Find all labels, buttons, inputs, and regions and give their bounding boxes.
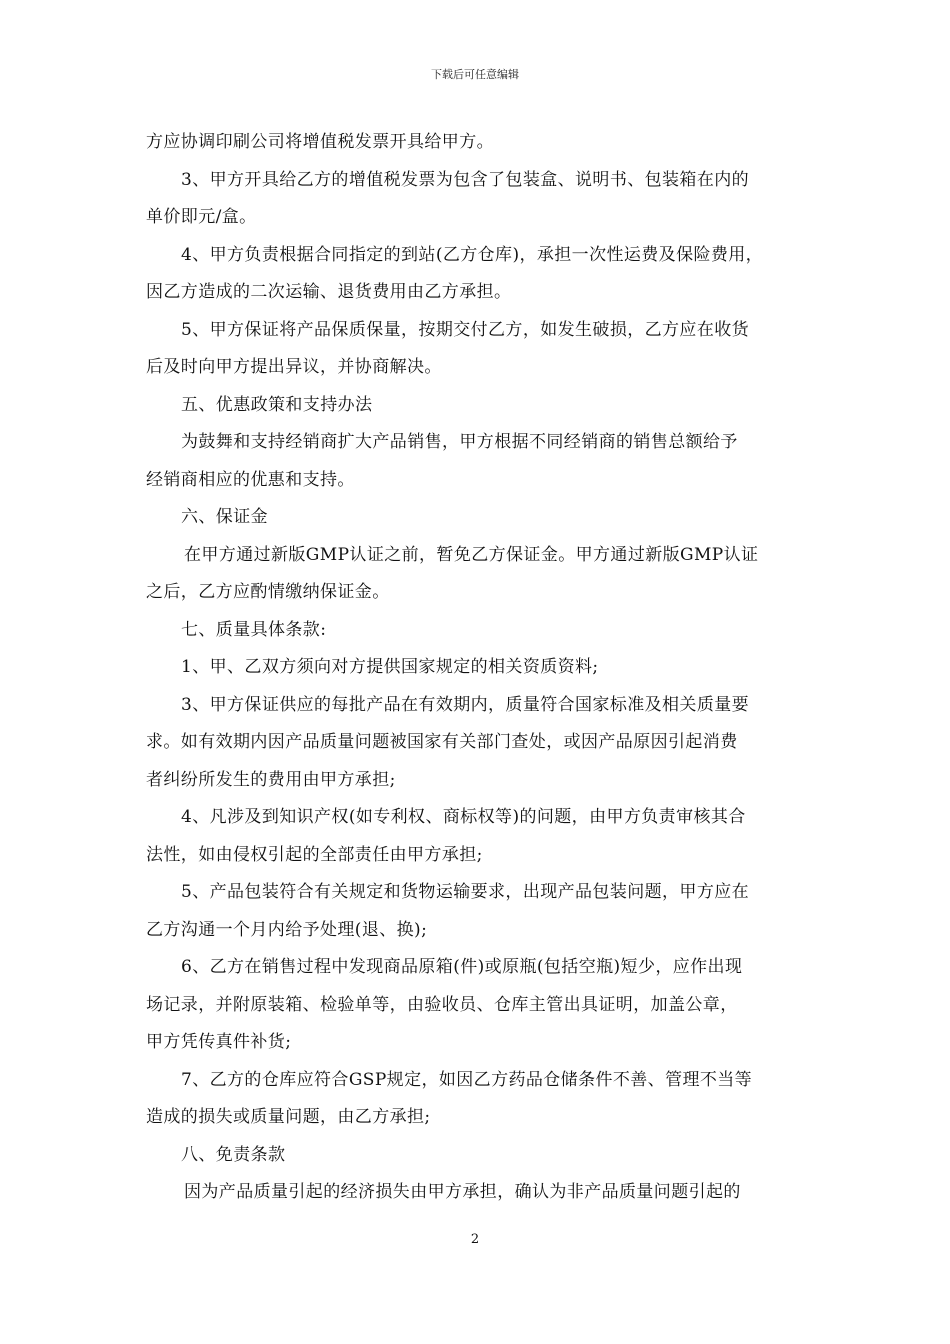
paragraph-line: 法性，如由侵权引起的全部责任由甲方承担;: [146, 844, 483, 865]
paragraph-line: 者纠纷所发生的费用由甲方承担;: [146, 769, 396, 790]
paragraph-line: 5、产品包装符合有关规定和货物运输要求，出现产品包装问题，甲方应在: [181, 882, 750, 902]
paragraph-line: 求。如有效期内因产品质量问题被国家有关部门查处，或因产品原因引起消费: [146, 732, 738, 752]
paragraph-line: 5、甲方保证将产品保质保量，按期交付乙方，如发生破损，乙方应在收货: [181, 319, 750, 340]
paragraph-line: 场记录，并附原装箱、检验单等，由验收员、仓库主管出具证明，加盖公章，: [146, 994, 738, 1015]
paragraph-line: 4、甲方负责根据合同指定的到站(乙方仓库)，承担一次性运费及保险费用，: [181, 244, 764, 265]
paragraph-line: 造成的损失或质量问题，由乙方承担;: [146, 1107, 431, 1127]
page-number: 2: [470, 1232, 480, 1247]
paragraph-line: 方应协调印刷公司将增值税发票开具给甲方。: [146, 132, 494, 152]
section-heading: 七、质量具体条款:: [181, 619, 327, 640]
paragraph-line: 在甲方通过新版GMP认证之前，暂免乙方保证金。甲方通过新版GMP认证: [184, 544, 759, 565]
page-header: 下载后可任意编辑: [431, 68, 519, 81]
paragraph-line: 1、甲、乙双方须向对方提供国家规定的相关资质资料;: [181, 657, 599, 677]
paragraph-line: 3、甲方保证供应的每批产品在有效期内，质量符合国家标准及相关质量要: [181, 694, 750, 715]
paragraph-line: 因为产品质量引起的经济损失由甲方承担，确认为非产品质量问题引起的: [184, 1182, 741, 1202]
paragraph-line: 4、凡涉及到知识产权(如专利权、商标权等)的问题，由甲方负责审核其合: [181, 807, 746, 827]
paragraph-line: 甲方凭传真件补货;: [146, 1032, 292, 1052]
paragraph-line: 后及时向甲方提出异议，并协商解决。: [146, 357, 442, 377]
paragraph-line: 经销商相应的优惠和支持。: [146, 469, 355, 490]
paragraph-line: 为鼓舞和支持经销商扩大产品销售，甲方根据不同经销商的销售总额给予: [181, 432, 738, 452]
paragraph-line: 之后，乙方应酌情缴纳保证金。: [146, 582, 390, 602]
section-heading: 八、免责条款: [181, 1144, 286, 1165]
paragraph-line: 7、乙方的仓库应符合GSP规定，如因乙方药品仓储条件不善、管理不当等: [181, 1069, 753, 1090]
document-body: [146, 124, 816, 1212]
paragraph-line: 单价即元/盒。: [146, 207, 257, 227]
paragraph-line: 因乙方造成的二次运输、退货费用由乙方承担。: [146, 282, 512, 302]
paragraph-line: 3、甲方开具给乙方的增值税发票为包含了包装盒、说明书、包装箱在内的: [181, 169, 750, 190]
section-heading: 五、优惠政策和支持办法: [181, 394, 373, 415]
paragraph-line: 乙方沟通一个月内给予处理(退、换);: [146, 919, 428, 940]
paragraph-line: 6、乙方在销售过程中发现商品原箱(件)或原瓶(包括空瓶)短少，应作出现: [181, 957, 743, 977]
section-heading: 六、保证金: [181, 507, 268, 527]
